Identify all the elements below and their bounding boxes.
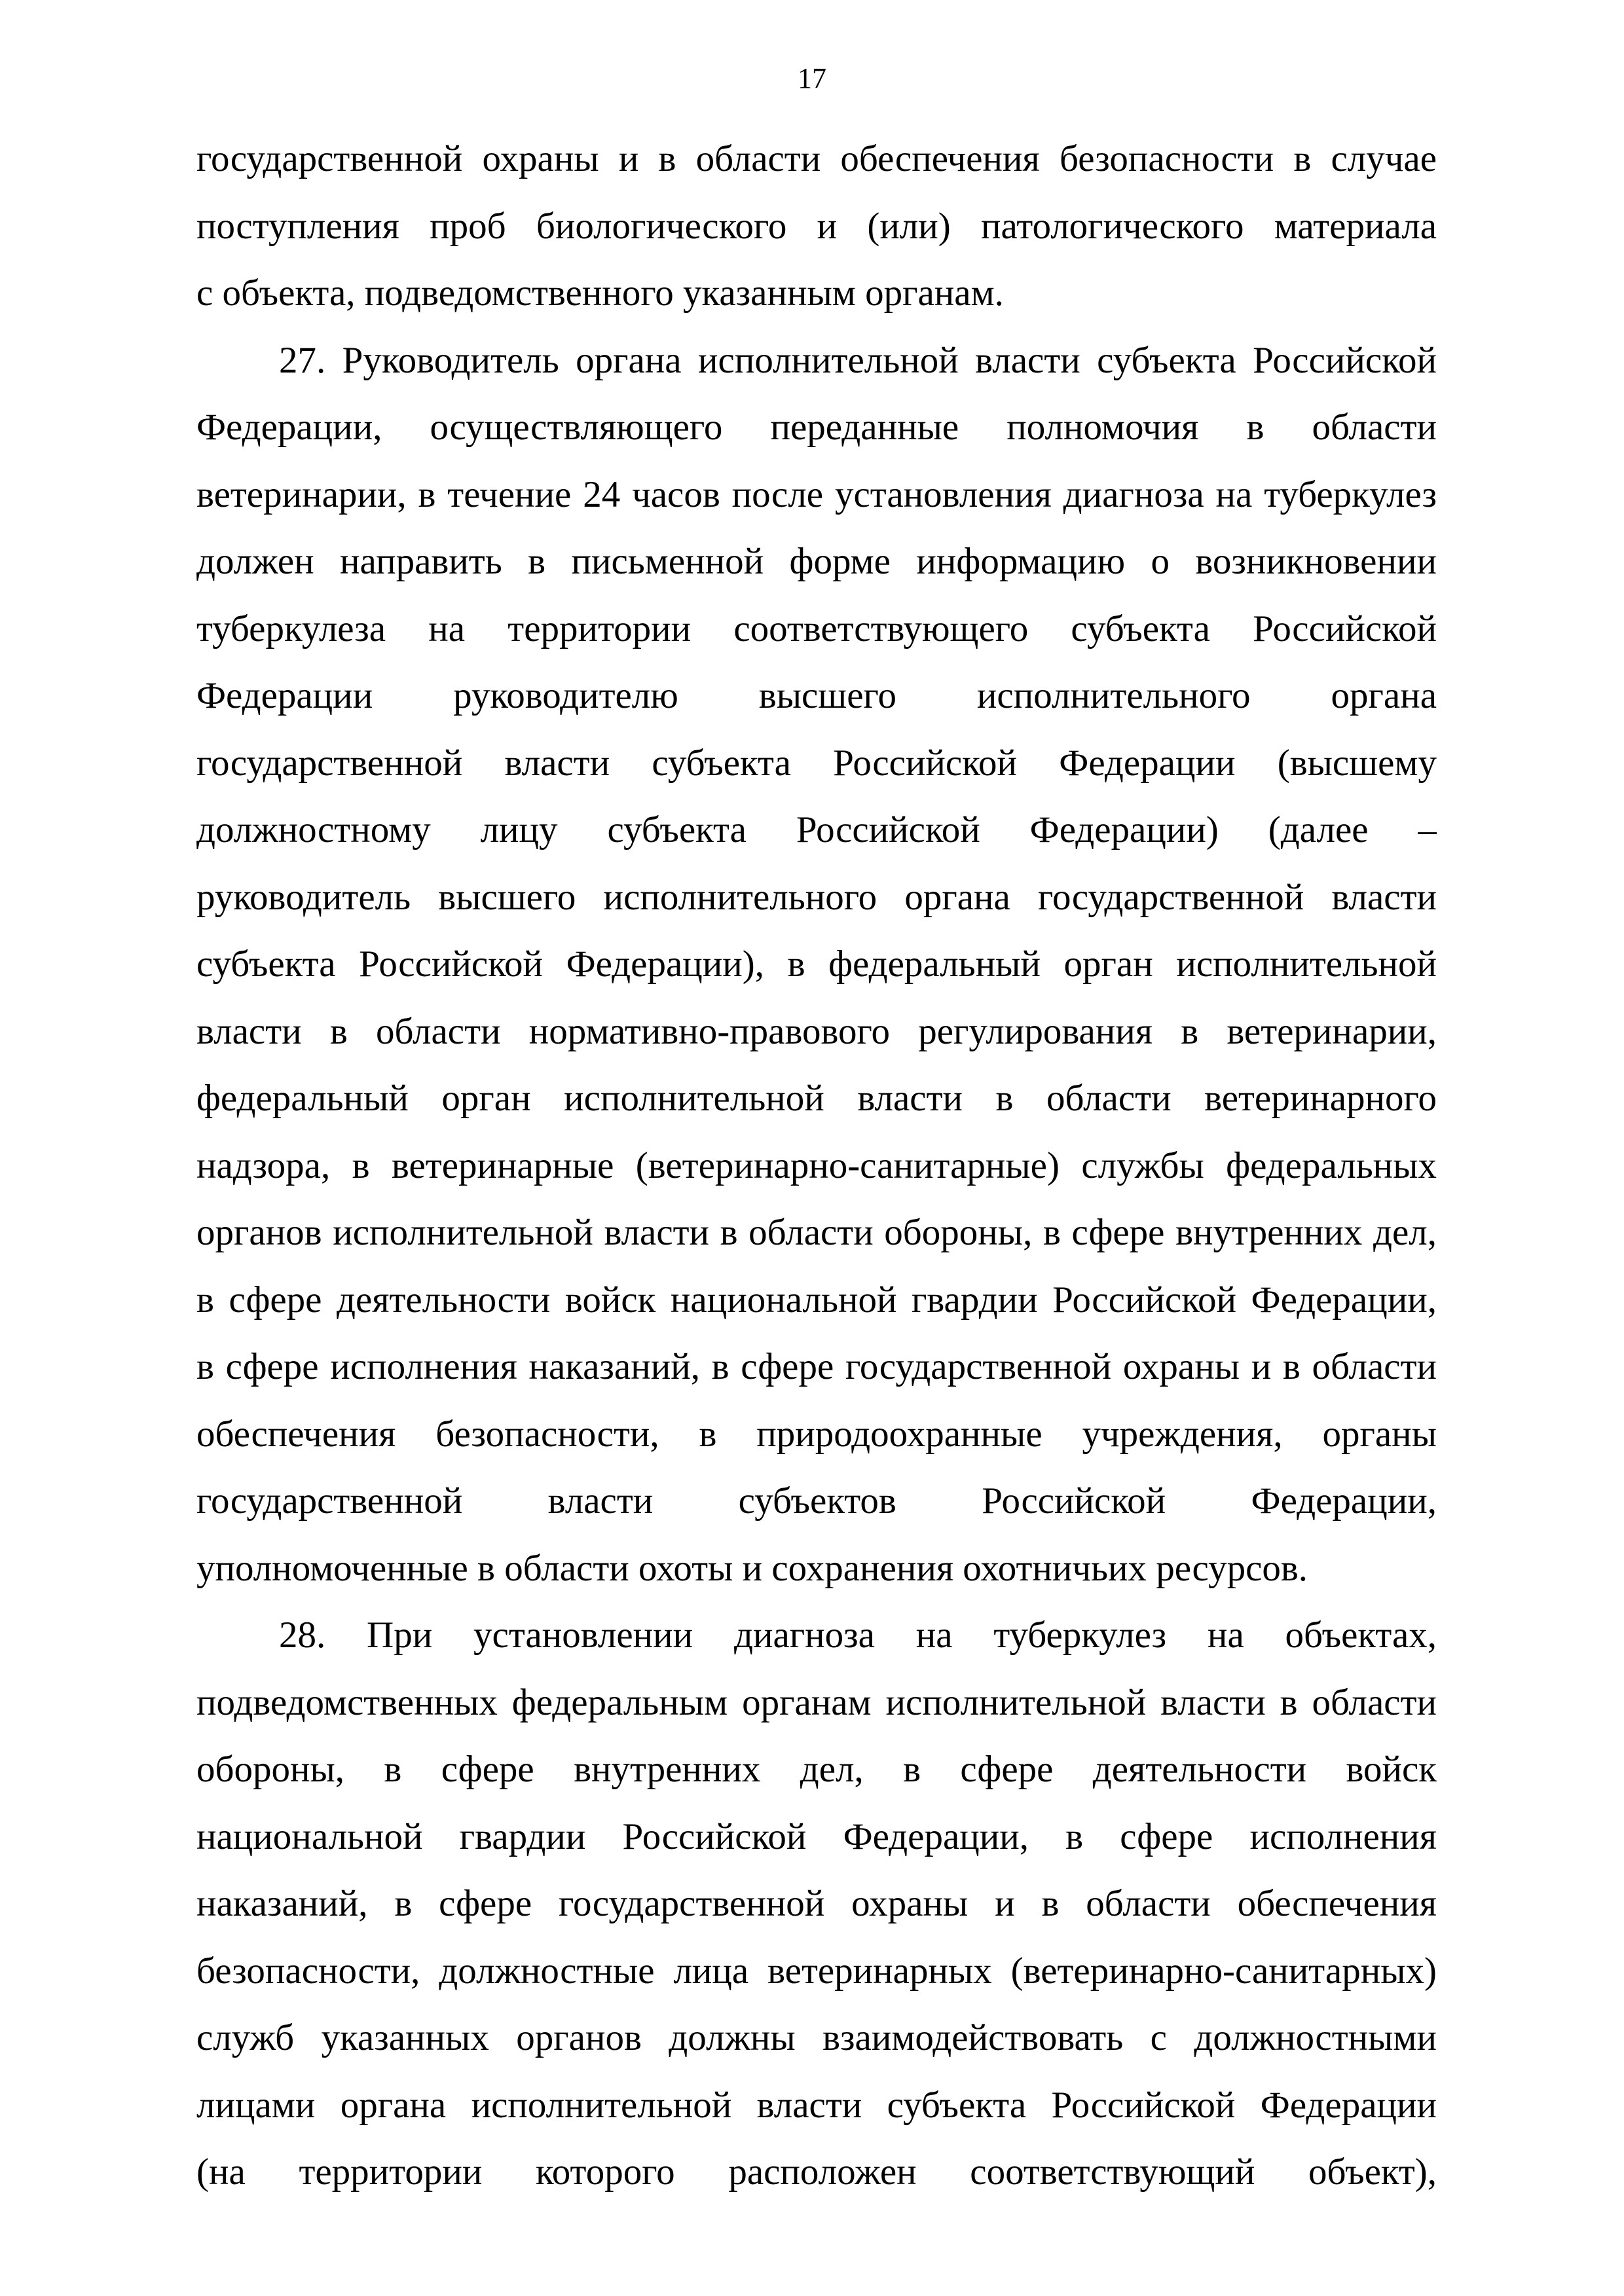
text-line: государственной власти субъектов Российской Федерации, — [196, 1480, 1437, 1522]
page-number: 17 — [798, 62, 826, 94]
text-line: 28. При установлении диагноза на туберкулез на объектах, — [279, 1614, 1437, 1656]
text-line: государственной охраны и в области обеспечения безопасности в случае — [196, 138, 1437, 179]
text-line: надзора, в ветеринарные (ветеринарно-санитарные) службы федеральных — [196, 1144, 1437, 1186]
text-line: с объекта, подведомственного указанным органам. — [196, 272, 1004, 314]
paragraph-continuation — [196, 126, 1437, 327]
text-line: органов исполнительной власти в области обороны, в сфере внутренних дел, — [196, 1212, 1437, 1253]
text-line: должен направить в письменной форме информацию о возникновении — [196, 541, 1437, 582]
text-line: подведомственных федеральным органам исполнительной власти в области — [196, 1681, 1437, 1723]
text-line: наказаний, в сфере государственной охраны и в области обеспечения — [196, 1883, 1437, 1924]
text-line: руководитель высшего исполнительного органа государственной власти — [196, 876, 1437, 918]
text-line: 27. Руководитель органа исполнительной власти субъекта Российской — [279, 339, 1437, 381]
document-body — [196, 126, 1437, 2206]
text-line: субъекта Российской Федерации), в федеральный орган исполнительной — [196, 943, 1437, 985]
paragraph-clause-27 — [196, 327, 1437, 1603]
text-line: поступления проб биологического и (или) патологического материала — [196, 205, 1437, 247]
text-line: уполномоченные в области охоты и сохранения охотничьих ресурсов. — [196, 1547, 1308, 1589]
text-line: власти в области нормативно-правового регулирования в ветеринарии, — [196, 1010, 1437, 1052]
text-line: должностному лицу субъекта Российской Федерации) (далее – — [196, 809, 1437, 850]
text-line: лицами органа исполнительной власти субъекта Российской Федерации — [196, 2084, 1437, 2126]
text-line: Федерации руководителю высшего исполнительного органа — [196, 675, 1437, 716]
text-line: обороны, в сфере внутренних дел, в сфере деятельности войск — [196, 1749, 1437, 1790]
text-line: национальной гвардии Российской Федерации, в сфере исполнения — [196, 1815, 1437, 1857]
text-line: туберкулеза на территории соответствующего субъекта Российской — [196, 608, 1437, 649]
text-line: в сфере исполнения наказаний, в сфере государственной охраны и в области — [196, 1346, 1437, 1387]
text-line: государственной власти субъекта Российской Федерации (высшему — [196, 742, 1437, 784]
paragraph-clause-28 — [196, 1602, 1437, 2206]
text-line: федеральный орган исполнительной власти в области ветеринарного — [196, 1078, 1437, 1119]
text-line: безопасности, должностные лица ветеринарных (ветеринарно-санитарных) — [196, 1950, 1437, 1992]
text-line: Федерации, осуществляющего переданные полномочия в области — [196, 407, 1437, 448]
text-line: (на территории которого расположен соответствующий объект), — [196, 2151, 1437, 2193]
text-line: в сфере деятельности войск национальной гвардии Российской Федерации, — [196, 1279, 1437, 1321]
text-line: служб указанных органов должны взаимодействовать с должностными — [196, 2017, 1437, 2058]
text-line: обеспечения безопасности, в природоохранные учреждения, органы — [196, 1413, 1437, 1455]
text-line: ветеринарии, в течение 24 часов после установления диагноза на туберкулез — [196, 473, 1437, 515]
